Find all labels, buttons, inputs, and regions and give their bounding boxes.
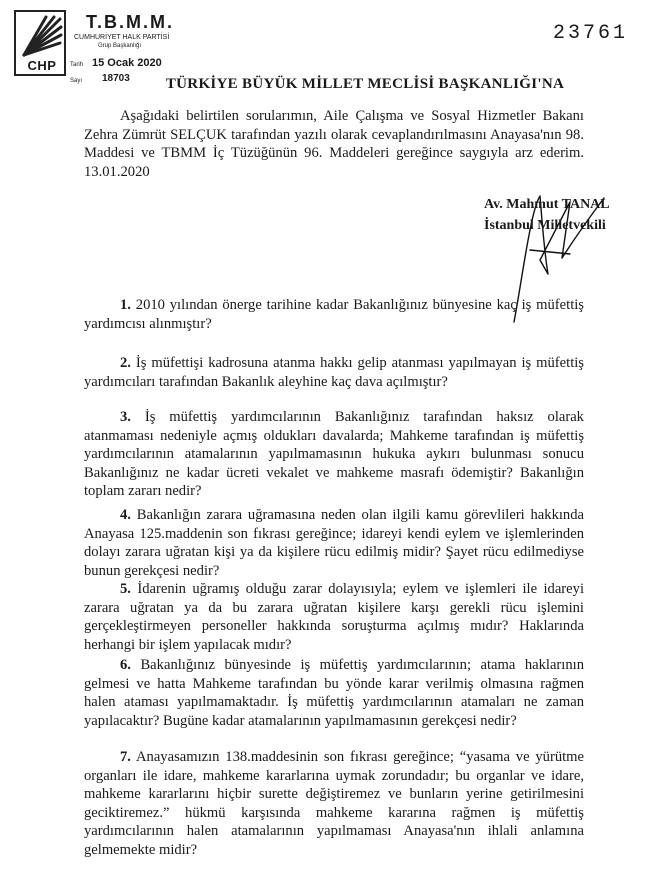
question-item [84,354,584,391]
stamp-date-label: Tarih [70,62,84,68]
question-text: 2010 yılından önerge tarihine kadar Bakanlığınız bünyesine kaç iş müfettiş yardımcısı alınmıştır? [84,297,584,332]
stamp-title: T.B.M.M. [86,12,174,32]
question-text: Bakanlığınız bünyesinde iş müfettiş yardımcılarının; atama haklarının gelmesi ve hatta Mahkeme tarafından bu yönde karar verilmiş olmasına rağmen halen ataması yapılmamaktadır. İş müfettiş yardımcılarının atamaları ne zaman yapılacaktır? Bugüne kadar atamalarının yapılmamasının gerekçesi nedir? [84,657,584,729]
question-text: İdarenin uğramış olduğu zarar dolayısıyla; eylem ve işlemleri ile idareyi zarara uğratan ya da bu zarara uğratan kişilere karşı gerekli rücu işlemini gerçekleştirmeyen personeller hakkında soruşturma açılmış mıdır? Haklarında herhangi bir işlem yapılacak mıdır? [84,581,584,653]
question-text: İş müfettiş yardımcılarının Bakanlığınız tarafından haksız olarak atanmaması nedeniyle açmış oldukları davalarda; Mahkeme tarafından iş müfettiş yardımcılarının atamalarının yapılmamasının hukuka aykırı bulunması sonucu Bakanlığınız ne kadar ücreti vekalet ve mahkeme masrafı ödemiştir? Bakanlığın toplam zararı nedir? [84,409,584,500]
chp-logo-text: CHP [27,58,57,73]
question-item [84,296,584,333]
stamp-group: Grup Başkanlığı [98,43,142,49]
signer-block [484,194,610,236]
chp-logo [14,10,66,76]
question-item [84,408,584,501]
page-title: TÜRKİYE BÜYÜK MİLLET MECLİSİ BAŞKANLIĞI'NA [165,76,565,92]
question-number: 7. [120,749,131,765]
question-number: 4. [120,507,131,523]
signer-name: Av. Mahmut TANAL [484,197,610,212]
stamp-number-label: Sayı [70,78,83,84]
stamp-party: CUMHURİYET HALK PARTİSİ [74,34,170,41]
question-item [84,506,584,580]
question-text: İş müfettişi kadrosuna atanma hakkı gelip atanması yapılmayan iş müfettiş yardımcıları tarafından Bakanlık aleyhine kaç dava açılmıştır? [84,355,584,390]
question-number: 1. [120,297,131,313]
six-arrows-icon [20,15,64,59]
document-number: 23761 [552,22,628,45]
question-item [84,748,584,860]
question-number: 2. [120,355,131,371]
question-number: 5. [120,581,131,597]
stamp-number-value: 18703 [102,73,130,84]
question-number: 3. [120,409,131,425]
question-number: 6. [120,657,131,673]
question-item [84,580,584,654]
stamp-date-value: 15 Ocak 2020 [92,57,162,69]
intro-paragraph: Aşağıdaki belirtilen sorularımın, Aile Çalışma ve Sosyal Hizmetler Bakanı Zehra Zümrüt SELÇUK tarafından yazılı olarak cevaplandırılmasını Anayasa'nın 98. Maddesi ve TBMM İç Tüzüğünün 96. Maddeleri gereğince saygıyla arz ederim. 13.01.2020 [84,108,584,180]
question-text: Anayasamızın 138.maddesinin son fıkrası gereğince; “yasama ve yürütme organları ile idare, mahkeme kararlarına uymak zorundadır; bu organlar ve idare, mahkeme kararlarını hiçbir surette değiştiremez ve bunların yerine getirilmesini geciktiremez.” hükmü karşısında mahkeme kararına rağmen iş müfettiş yardımcılarının halen atamalarının yapılmaması Anayasa'nın ihlali anlamına gelmemekte midir? [84,749,585,858]
signer-title: İstanbul Milletvekili [484,218,606,233]
question-text: Bakanlığın zarara uğramasına neden olan ilgili kamu görevlileri hakkında Anayasa 125.maddenin son fıkrası gereğince; idareyi kendi eylem ve işlemlerinden dolayı zarara uğratan kişi ya da kişilere rücu edilmiş midir? Şayet rücu edilmediyse bunun gerekçesi nedir? [84,507,584,579]
question-item [84,656,584,730]
